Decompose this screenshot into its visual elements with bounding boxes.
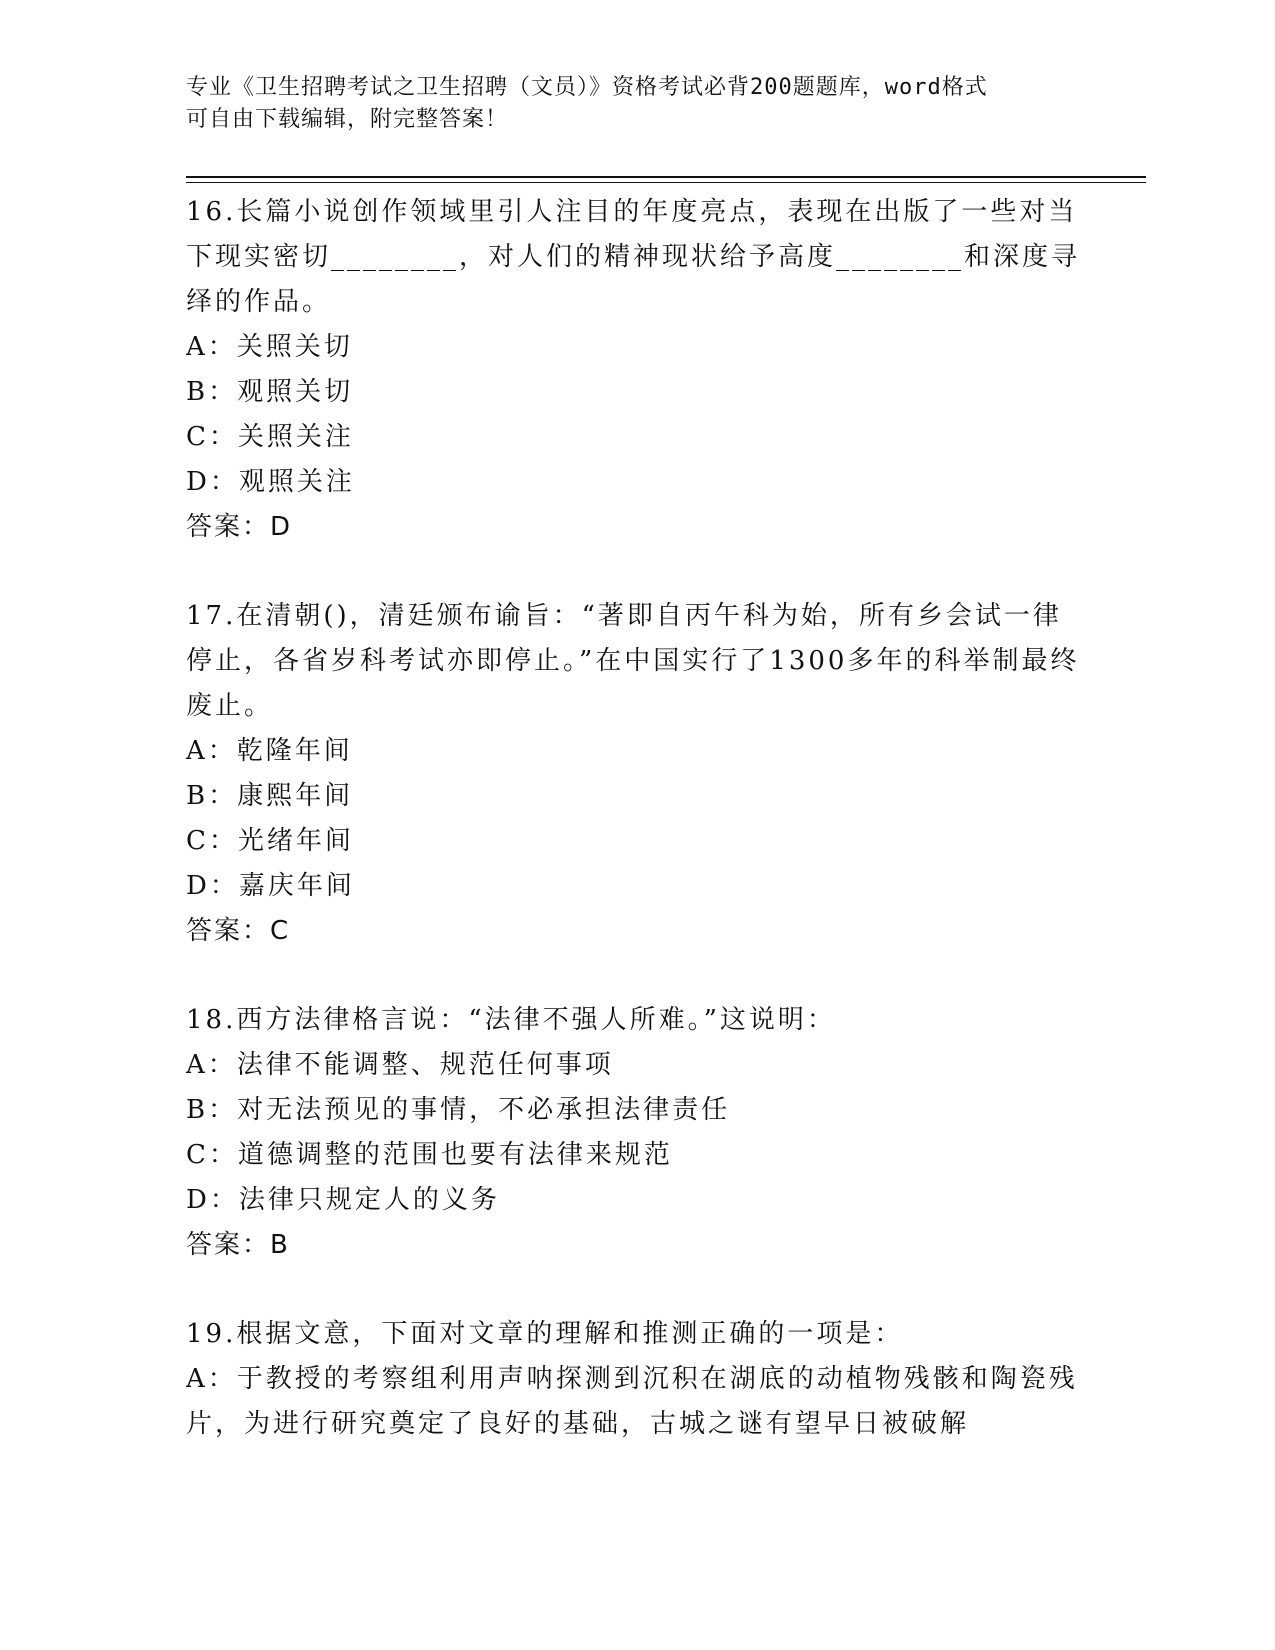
option-b: B：观照关切 xyxy=(186,377,354,407)
option-b: B：对无法预见的事情，不必承担法律责任 xyxy=(186,1095,731,1125)
option-c: C：关照关注 xyxy=(186,422,354,452)
option-d: D：观照关注 xyxy=(186,467,355,497)
header-divider-thin xyxy=(186,182,1146,183)
option-a: A：乾隆年间 xyxy=(186,736,353,766)
header-divider-thick xyxy=(186,176,1146,178)
question-19 xyxy=(186,1312,1086,1447)
question-16 xyxy=(186,190,1086,550)
option-d: D：法律只规定人的义务 xyxy=(186,1185,500,1215)
header-line-2: 可自由下载编辑，附完整答案！ xyxy=(186,107,509,132)
header-line-1: 专业《卫生招聘考试之卫生招聘（文员）》资格考试必背200题题库，word格式 xyxy=(186,75,988,100)
option-c: C：道德调整的范围也要有法律来规范 xyxy=(186,1140,673,1170)
question-stem: 17.在清朝()，清廷颁布谕旨：“著即自丙午科为始，所有乡会试一律停止，各省岁科考试亦即停止。”在中国实行了1300多年的科举制最终废止。 xyxy=(186,601,1080,721)
option-a: A：关照关切 xyxy=(186,332,353,362)
question-list xyxy=(186,190,1086,1491)
question-stem: 19.根据文意，下面对文章的理解和推测正确的一项是： xyxy=(186,1319,904,1349)
option-b: B：康熙年间 xyxy=(186,781,354,811)
question-17 xyxy=(186,594,1086,954)
answer-line: 答案：B xyxy=(186,1230,290,1260)
option-d: D：嘉庆年间 xyxy=(186,871,355,901)
option-a: A：于教授的考察组利用声呐探测到沉积在湖底的动植物残骸和陶瓷残片，为进行研究奠定了良好的基础，古城之谜有望早日被破解 xyxy=(186,1364,1078,1439)
document-header xyxy=(186,72,1066,136)
question-stem: 16.长篇小说创作领域里引人注目的年度亮点，表现在出版了一些对当下现实密切________，对人们的精神现状给予高度________和深度寻绎的作品。 xyxy=(186,197,1081,317)
answer-line: 答案：D xyxy=(186,512,293,542)
answer-line: 答案：C xyxy=(186,916,291,946)
option-a: A：法律不能调整、规范任何事项 xyxy=(186,1050,614,1080)
question-18 xyxy=(186,998,1086,1268)
question-stem: 18.西方法律格言说：“法律不强人所难。”这说明： xyxy=(186,1005,836,1035)
option-c: C：光绪年间 xyxy=(186,826,354,856)
